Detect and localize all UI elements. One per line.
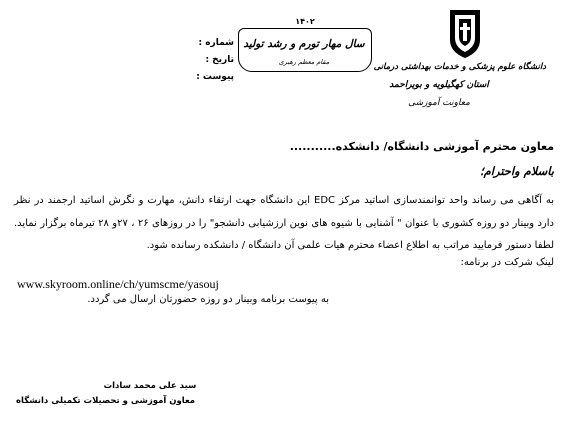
webinar-link[interactable]: www.skyroom.online/ch/yumscme/yasouj	[17, 277, 219, 291]
signatory-title: معاون آموزشی و تحصیلات تکمیلی دانشگاه	[16, 396, 196, 406]
link-label: لینک شرکت در برنامه:	[460, 257, 554, 268]
letter-recipient: معاون محترم آموزشی دانشگاه/ دانشکده...........	[289, 140, 554, 153]
letter-paragraph: به آگاهی می رساند واحد توانمندسازی اساتید مرکز EDC این دانشگاه جهت ارتقاء دانش، مهارت و نگرش اساتید ارجمند در نظر دارد وبینار دو روزه کشوری با عنوان " آشنایی با شیوه های نوین ارزشیابی دانشجو" را در روزهای ۲۶ ، ۲۷و ۲۸ تیرماه برگزار نماید. لطفا دستور فرمایید مراتب به اطلاع اعضاء محترم هیات علمی آن دانشگاه / دانشکده رسانده شود.	[14, 195, 554, 251]
letter-date-label: تاریخ :	[205, 55, 234, 65]
attachment-note: به پیوست برنامه وبینار دو روزه حضورتان ارسال می گردد.	[87, 294, 329, 305]
institution-department: معاونت آموزشی	[408, 98, 470, 108]
institution-province: استان کهگیلویه و بویراحمد	[389, 80, 489, 90]
institution-name: دانشگاه علوم پزشکی و خدمات بهداشتی درمانی	[373, 62, 546, 72]
slogan-year: ۱۴۰۲	[295, 17, 315, 26]
signatory-name: سید علی محمد سادات	[103, 381, 197, 391]
university-emblem-icon	[444, 6, 486, 60]
letter-greeting: باسلام واحترام؛	[480, 164, 554, 178]
letter-attachment-label: پیوست :	[196, 72, 234, 82]
slogan-attribution: مقام معظم رهبری	[278, 58, 330, 66]
letter-number-label: شماره :	[198, 38, 234, 48]
slogan-text: سال مهار تورم و رشد تولید	[243, 38, 365, 50]
